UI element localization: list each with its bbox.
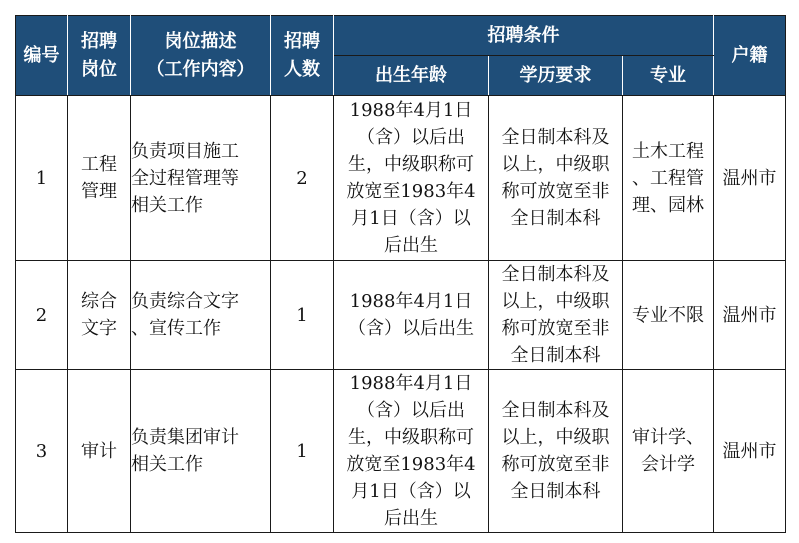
cell-birth: 1988年4月1日 （含）以后出 生，中级职称可 放宽至1983年4 月1日（含）以 后出生 (334, 370, 489, 533)
header-education: 学历要求 (489, 56, 623, 96)
header-count: 招聘 人数 (271, 16, 334, 96)
cell-major: 专业不限 (623, 261, 714, 370)
table-row (16, 96, 786, 261)
cell-education: 全日制本科及 以上，中级职 称可放宽至非 全日制本科 (489, 96, 623, 261)
header-major: 专业 (623, 56, 714, 96)
header-position: 招聘 岗位 (68, 16, 131, 96)
cell-description: 负责综合文字 、宣传工作 (131, 261, 271, 370)
cell-residence: 温州市 (714, 96, 786, 261)
header-description: 岗位描述 （工作内容） (131, 16, 271, 96)
cell-no: 2 (16, 261, 68, 370)
cell-no: 3 (16, 370, 68, 533)
cell-position: 工程 管理 (68, 96, 131, 261)
cell-education: 全日制本科及 以上，中级职 称可放宽至非 全日制本科 (489, 370, 623, 533)
cell-description: 负责集团审计 相关工作 (131, 370, 271, 533)
cell-description: 负责项目施工 全过程管理等 相关工作 (131, 96, 271, 261)
cell-education: 全日制本科及 以上，中级职 称可放宽至非 全日制本科 (489, 261, 623, 370)
cell-count: 1 (271, 261, 334, 370)
cell-count: 2 (271, 96, 334, 261)
cell-count: 1 (271, 370, 334, 533)
header-no: 编号 (16, 16, 68, 96)
header-birth: 出生年龄 (334, 56, 489, 96)
header-residence: 户籍 (714, 16, 786, 96)
cell-birth: 1988年4月1日 （含）以后出生 (334, 261, 489, 370)
cell-no: 1 (16, 96, 68, 261)
cell-position: 审计 (68, 370, 131, 533)
table-row (16, 261, 786, 370)
cell-major: 审计学、 会计学 (623, 370, 714, 533)
cell-major: 土木工程 、工程管 理、园林 (623, 96, 714, 261)
cell-birth: 1988年4月1日 （含）以后出 生，中级职称可 放宽至1983年4 月1日（含）以 后出生 (334, 96, 489, 261)
cell-residence: 温州市 (714, 261, 786, 370)
table-row (16, 370, 786, 533)
cell-residence: 温州市 (714, 370, 786, 533)
recruitment-table (15, 15, 786, 533)
header-conditions: 招聘条件 (334, 16, 714, 56)
cell-position: 综合 文字 (68, 261, 131, 370)
